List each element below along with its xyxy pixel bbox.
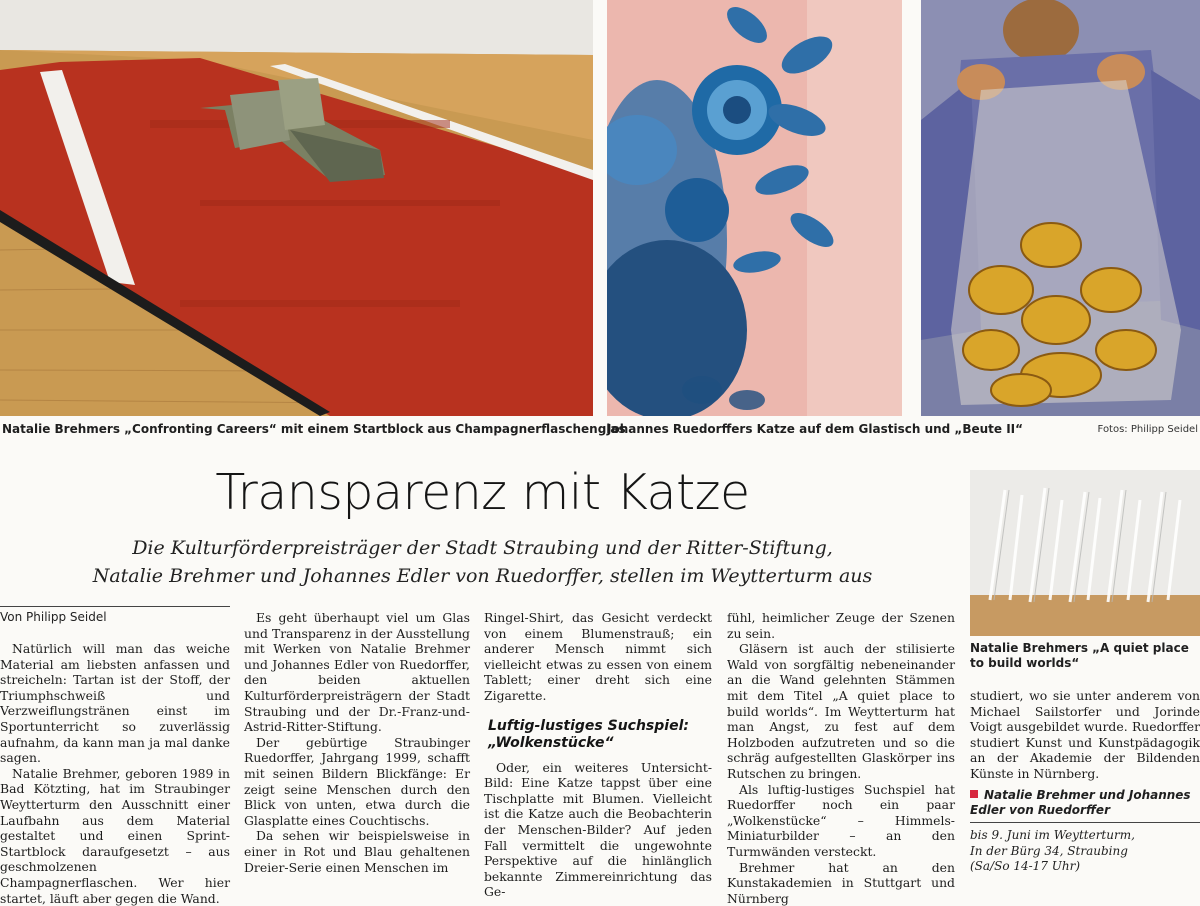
subheading-line-2: „Wolkenstücke“ bbox=[488, 735, 712, 752]
paragraph: Ringel-Shirt, das Gesicht verdeckt von einem Blumenstrauß; ein anderer Mensch nimmt sich vielleicht etwas zu essen von einem Tablett; einer dreht sich eine Zigarette. bbox=[484, 610, 712, 704]
subline-1: Die Kulturförderpreisträger der Stadt Straubing und der Ritter-Stiftung, bbox=[0, 537, 965, 559]
info-heading: Natalie Brehmer und Johannes Edler von Ruedorffer bbox=[970, 788, 1200, 818]
article-column-1 bbox=[0, 641, 230, 906]
paragraph: Natürlich will man das weiche Material am liebsten anfassen und streicheln: Tartan ist der Stoff, der Triumphschweiß und Verzweiflungstränen einst im Sportunterricht so zuverlässig aufnahm, da kann man ja mal danke sagen. bbox=[0, 641, 230, 766]
photo-caption-paintings: Johannes Ruedorffers Katze auf dem Glastisch und „Beute II“ bbox=[607, 422, 1023, 436]
side-photo-caption: Natalie Brehmers „A quiet place to build worlds“ bbox=[970, 641, 1200, 671]
info-details bbox=[970, 828, 1200, 875]
paragraph: Brehmer hat an den Kunstakademien in Stuttgart und Nürnberg bbox=[727, 860, 955, 906]
info-line: In der Bürg 34, Straubing bbox=[970, 844, 1200, 860]
photo-beute-painting bbox=[921, 0, 1200, 416]
article-column-5 bbox=[970, 688, 1200, 782]
paragraph: fühl, heimlicher Zeuge der Szenen zu sein. bbox=[727, 610, 955, 641]
article-column-2 bbox=[244, 610, 470, 875]
byline: Von Philipp Seidel bbox=[0, 606, 230, 624]
photo-confronting-careers bbox=[0, 0, 593, 416]
subheading bbox=[488, 718, 712, 752]
info-divider bbox=[970, 822, 1200, 823]
info-line: (Sa/So 14-17 Uhr) bbox=[970, 859, 1200, 875]
red-square-icon bbox=[970, 790, 978, 798]
article-column-3 bbox=[484, 610, 712, 900]
paragraph: Oder, ein weiteres Untersicht-Bild: Eine Katze tappst über eine Tischplatte mit Blumen. Vielleicht ist die Katze auch die Beobachterin der Menschen-Bilder? Auf jeden Fall vermittelt die ungewohnte Perspektive auf die hinlänglich bekannte Zimmereinrichtung das Ge- bbox=[484, 760, 712, 900]
paragraph: studiert, wo sie unter anderem von Michael Sailstorfer und Jorinde Voigt ausgebildet wurde. Ruedorffer studiert Kunst und Kunstpädagogik an der Akademie der Bildenden Künste in Nürnberg. bbox=[970, 688, 1200, 782]
article-column-4 bbox=[727, 610, 955, 906]
photo-cat-painting bbox=[607, 0, 902, 416]
paragraph: Da sehen wir beispielsweise in einer in Rot und Blau gehaltenen Dreier-Serie einen Menschen im bbox=[244, 828, 470, 875]
photo-credit: Fotos: Philipp Seidel bbox=[1098, 424, 1198, 435]
paragraph: Als luftig-lustiges Suchspiel hat Ruedorffer noch ein paar „Wolkenstücke“ – Himmels-Miniaturbilder – an den Turmwänden versteckt. bbox=[727, 782, 955, 860]
subline-2: Natalie Brehmer und Johannes Edler von Ruedorffer, stellen im Weytterturm aus bbox=[0, 565, 965, 587]
photo-quiet-place bbox=[970, 470, 1200, 636]
paragraph: Gläsern ist auch der stilisierte Wald von sorgfältig nebeneinander an die Wand gelehnten Stämmen mit dem Titel „A quiet place to build worlds“. Im Weytterturm hat man Angst, zu fest auf dem Holzboden aufzutreten und so die schräg aufgestellten Glaskörper ins Rutschen zu bringen. bbox=[727, 641, 955, 781]
subheading-line-1: Luftig-lustiges Suchspiel: bbox=[488, 718, 712, 735]
paragraph: Es geht überhaupt viel um Glas und Transparenz in der Ausstellung mit Werken von Natalie Brehmer und Johannes Edler von Ruedorffer, den beiden aktuellen Kulturförderpreisträgern der Stadt Straubing und der Dr.-Franz-und-Astrid-Ritter-Stiftung. bbox=[244, 610, 470, 735]
paragraph: Der gebürtige Straubinger Ruedorffer, Jahrgang 1999, schafft mit seinen Bildern Blickfänge: Er zeigt seine Menschen durch den Blick von unten, etwa durch die Glasplatte eines Couchtischs. bbox=[244, 735, 470, 829]
paragraph: Natalie Brehmer, geboren 1989 in Bad Kötzting, hat im Straubinger Weytterturm den Ausschnitt einer Laufbahn aus dem Material gestaltet und einen Sprint-Startblock daraufgesetzt – aus geschmolzenen Champagnerflaschen. Wer hier startet, läuft aber gegen die Wand. bbox=[0, 766, 230, 906]
photo-caption-track: Natalie Brehmers „Confronting Careers“ mit einem Startblock aus Champagnerflaschenglas bbox=[2, 422, 626, 436]
info-line: bis 9. Juni im Weytterturm, bbox=[970, 828, 1200, 844]
headline: Transparenz mit Katze bbox=[0, 464, 965, 521]
